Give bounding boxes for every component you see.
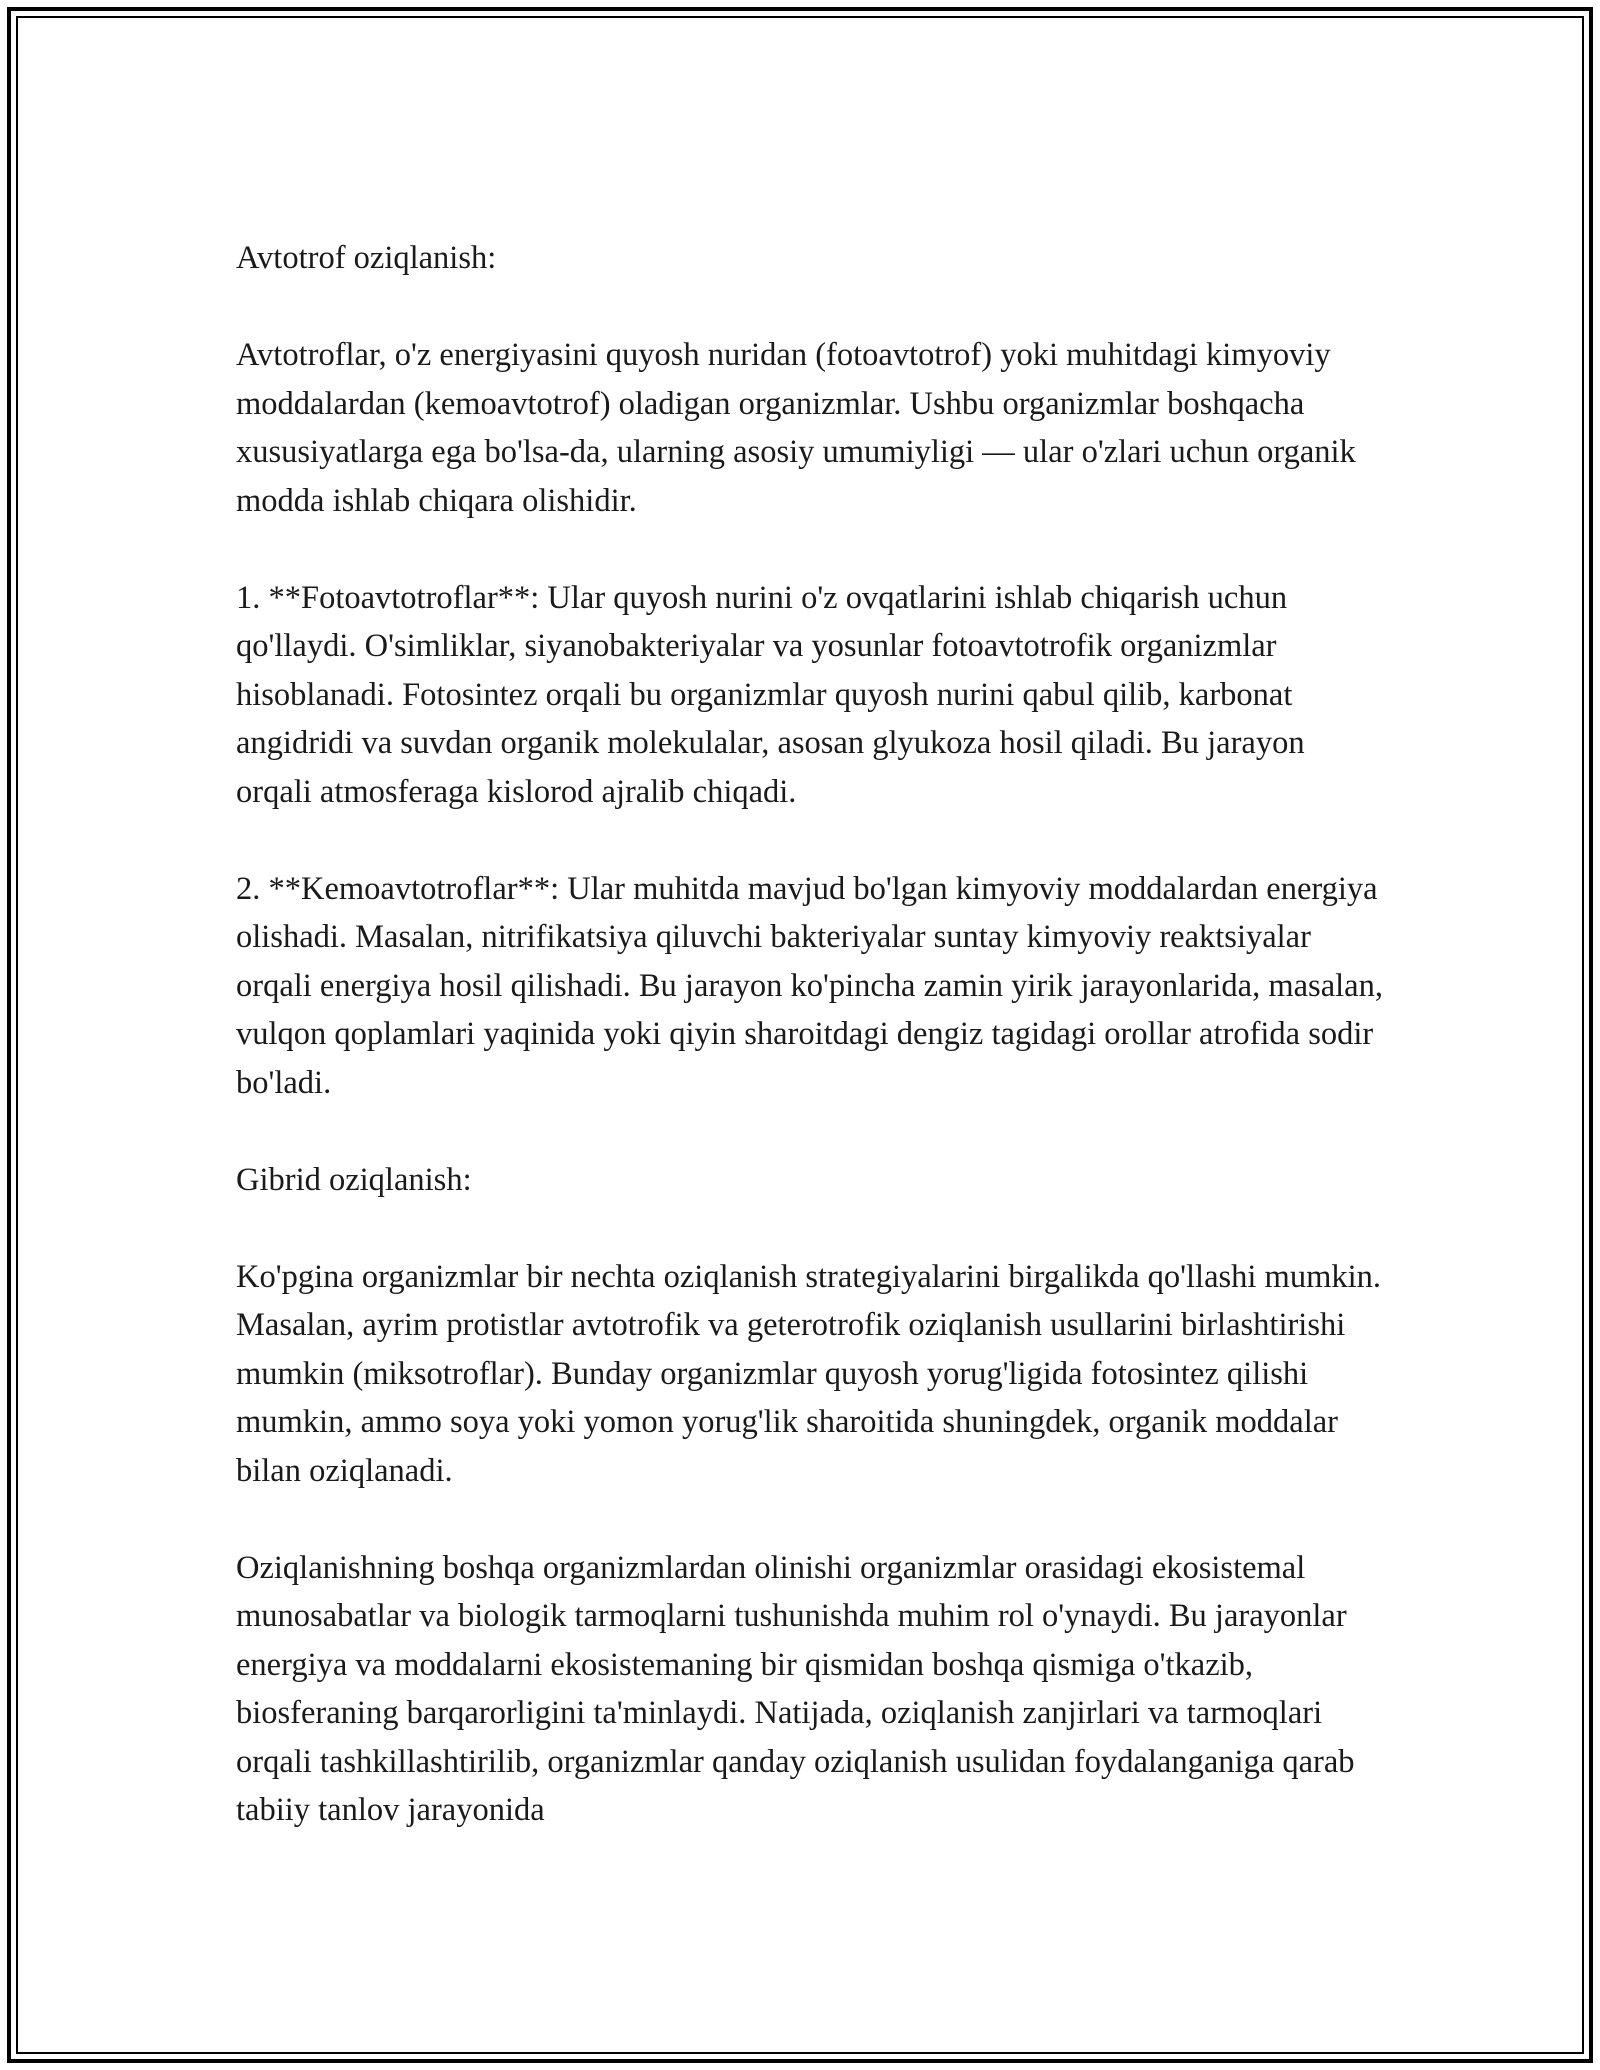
list-item-photoautotrophs: 1. **Fotoavtotroflar**: Ular quyosh nurini o'z ovqatlarini ishlab chiqarish uchun qo'llaydi. O'simliklar, siyanobakteriyalar va yosunlar fotoavtotrofik organizmlar hisoblanadi. Fotosintez orqali bu organizmlar quyosh nurini qabul qilib, karbonat angidridi va suvdan organik molekulalar, asosan glyukoza hosil qiladi. Bu jarayon orqali atmosferaga kislorod ajralib chiqadi. [236, 579, 1305, 810]
heading-autotrophic-nutrition: Avtotrof oziqlanish: [236, 240, 497, 276]
paragraph-ecosystem-relations: Oziqlanishning boshqa organizmlardan olinishi organizmlar orasidagi ekosistemal munosabatlar va biologik tarmoqlarni tushunishda muhim rol o'ynaydi. Bu jarayonlar energiya va moddalarni ekosistemaning bir qismidan boshqa qismiga o'tkazib, biosferaning barqarorligini ta'minlaydi. Natijada, oziqlanish zanjirlari va tarmoqlari orqali tashkillashtirilib, organizmlar qanday oziqlanish usulidan foydalanganiga qarab tabiiy tanlov jarayonida [236, 1549, 1355, 1828]
paragraph-mixotrophs: Ko'pgina organizmlar bir nechta oziqlanish strategiyalarini birgalikda qo'llashi mumkin. Masalan, ayrim protistlar avtotrofik va geterotrofik oziqlanish usullarini birlashtirishi mumkin (miksotroflar). Bunday organizmlar quyosh yorug'ligida fotosintez qilishi mumkin, ammo soya yoki yomon yorug'lik sharoitida shuningdek, organik moddalar bilan oziqlanadi. [236, 1258, 1382, 1489]
heading-hybrid-nutrition: Gibrid oziqlanish: [236, 1161, 472, 1198]
document-body [236, 234, 1386, 1883]
paragraph-autotrophs-intro: Avtotroflar, o'z energiyasini quyosh nuridan (fotoavtotrof) yoki muhitdagi kimyoviy moddalardan (kemoavtotrof) oladigan organizmlar. Ushbu organizmlar boshqacha xususiyatlarga ega bo'lsa-da, ularning asosiy umumiyligi — ular o'zlari uchun organik modda ishlab chiqara olishidir. [236, 337, 1356, 519]
list-item-chemoautotrophs: 2. **Kemoavtotroflar**: Ular muhitda mavjud bo'lgan kimyoviy moddalardan energiya olishadi. Masalan, nitrifikatsiya qiluvchi bakteriyalar suntay kimyoviy reaktsiyalar orqali energiya hosil qilishadi. Bu jarayon ko'pincha zamin yirik jarayonlarida, masalan, vulqon qoplamlari yaqinida yoki qiyin sharoitdagi dengiz tagidagi orollar atrofida sodir bo'ladi. [236, 870, 1383, 1101]
